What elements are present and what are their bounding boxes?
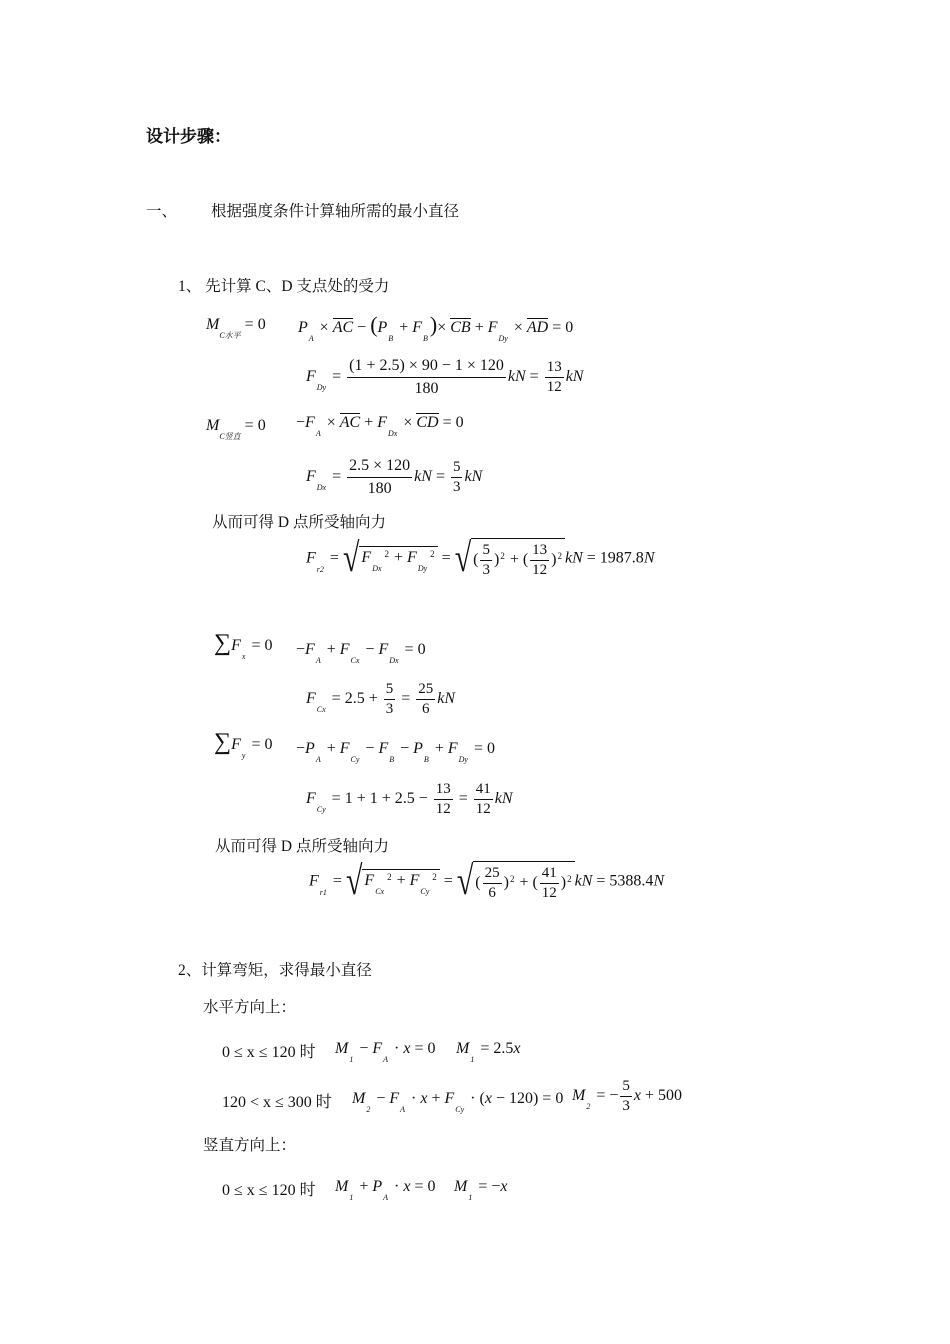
moment-h-eq-1: $M_1 - F_A \cdot x = 0$ <box>335 1040 436 1064</box>
moment-c-horizontal-eq: $M_{C水平} = 0$ <box>206 316 266 340</box>
moment-h-eq-2: $M_2 - F_A \cdot x + F_{Cy} \cdot (x - 120) = 0$ <box>352 1090 564 1114</box>
page-heading: 设计步骤： <box>146 127 231 147</box>
step2-label: 2、计算弯矩，求得最小直径 <box>178 962 372 979</box>
fr1-value: = 5388.4 <box>596 872 654 890</box>
fdy-denominator: 180 <box>414 380 439 397</box>
fdx-result-eq: $F_{Dx}$ = $\frac{2.5 \times 120}{180}$ kN = $\frac{5}{3}$ kN <box>306 455 482 500</box>
fcy-result-eq: $F_{Cy} = 1 + 1 + 2.5$ − $\frac{13}{12}$ = $\frac{41}{12}$ kN <box>306 781 513 817</box>
fdx-numerator: 2.5 × 120 <box>347 455 412 478</box>
moment-balance-eq-1: $P_A$ × AC − $(P_B + F_B)\times$ CB + $F_{Dy}$ × AD = 0 <box>298 312 574 343</box>
range-1: 0 ≤ x ≤ 120 时 <box>222 1044 316 1061</box>
fdy-result-eq: $F_{Dy}$ = $\frac{(1 + 2.5) \times 90 - 1 \times 120}{180}$ kN = $\frac{13}{12}$ kN <box>306 355 583 400</box>
m1-h-value: = 2.5 <box>480 1040 514 1057</box>
range-3: 0 ≤ x ≤ 120 时 <box>222 1182 316 1199</box>
horizontal-label: 水平方向上： <box>203 999 297 1016</box>
moment-v-result-1: $M_1 = -x$ <box>454 1178 508 1202</box>
fdy-fraction <box>347 355 506 400</box>
fr2-value: = 1987.8 <box>586 549 644 567</box>
result-d-text-2: 从而可得 D 点所受轴向力 <box>215 838 389 855</box>
sum-fy-eq: $\sum F_y = 0$ <box>214 729 273 760</box>
fr2-eq: $F_{r2}$ = √ $F_{Dx}^2 + F_{Dy}^2$ = √ ( $\frac{5}{3}$ )$^2$ + ( $\frac{13}{12}$ )$^2$ kN = 1987.8N <box>306 536 655 581</box>
fcx-result-eq: $F_{Cx} = 2.5$ + $\frac{5}{3}$ = $\frac{25}{6}$ kN <box>306 681 456 717</box>
moment-v-eq-1: $M_1 + P_A \cdot x = 0$ <box>335 1178 436 1202</box>
fcy-constant: = 1 + 1 + 2.5 − <box>331 790 428 808</box>
sum-fx-eq: $\sum F_x = 0$ <box>214 630 273 661</box>
fcx-constant: = 2.5 + <box>331 690 378 708</box>
m2-h-tail: + 500 <box>644 1087 683 1105</box>
fdx-denominator: 180 <box>367 480 392 497</box>
fdy-numerator: (1 + 2.5) × 90 − 1 × 120 <box>347 355 506 378</box>
moment-h-result-2: $M_2$ = − $\frac{5}{3}$ x + 500 <box>572 1078 683 1114</box>
force-balance-x-eq: $-F_A + F_{Cx} - F_{Dx} = 0$ <box>296 641 426 665</box>
result-d-text: 从而可得 D 点所受轴向力 <box>212 514 386 531</box>
moment-c-vertical-eq: $M_{C竖直} = 0$ <box>206 417 266 441</box>
moment-h-result-1: $M_1 = 2.5x$ <box>456 1040 521 1064</box>
fdx-fraction <box>347 455 412 500</box>
section-title: 根据强度条件计算轴所需的最小直径 <box>211 203 460 220</box>
force-balance-y-eq: $-P_A + F_{Cy} - F_B - P_B + F_{Dy} = 0$ <box>296 740 495 764</box>
vertical-label: 竖直方向上： <box>203 1137 297 1154</box>
moment-balance-eq-2: $-F_A$ × AC + $F_{Dx}$ × CD = 0 <box>296 414 464 438</box>
section-marker: 一、 <box>146 203 178 220</box>
m1-v-value: = − <box>478 1178 501 1195</box>
sub-label: C水平 <box>219 331 241 340</box>
sub-label: C竖直 <box>219 432 241 441</box>
range-2: 120 < x ≤ 300 时 <box>222 1094 332 1111</box>
fr1-eq: $F_{r1}$ = √ $F_{Cx}^2 + F_{Cy}^2$ = √ ( $\frac{25}{6}$ )$^2$ + ( $\frac{41}{12}$ )$^2$ kN = 5388.4N <box>309 859 665 904</box>
step1-label: 1、 先计算 C、D 支点处的受力 <box>178 278 390 295</box>
